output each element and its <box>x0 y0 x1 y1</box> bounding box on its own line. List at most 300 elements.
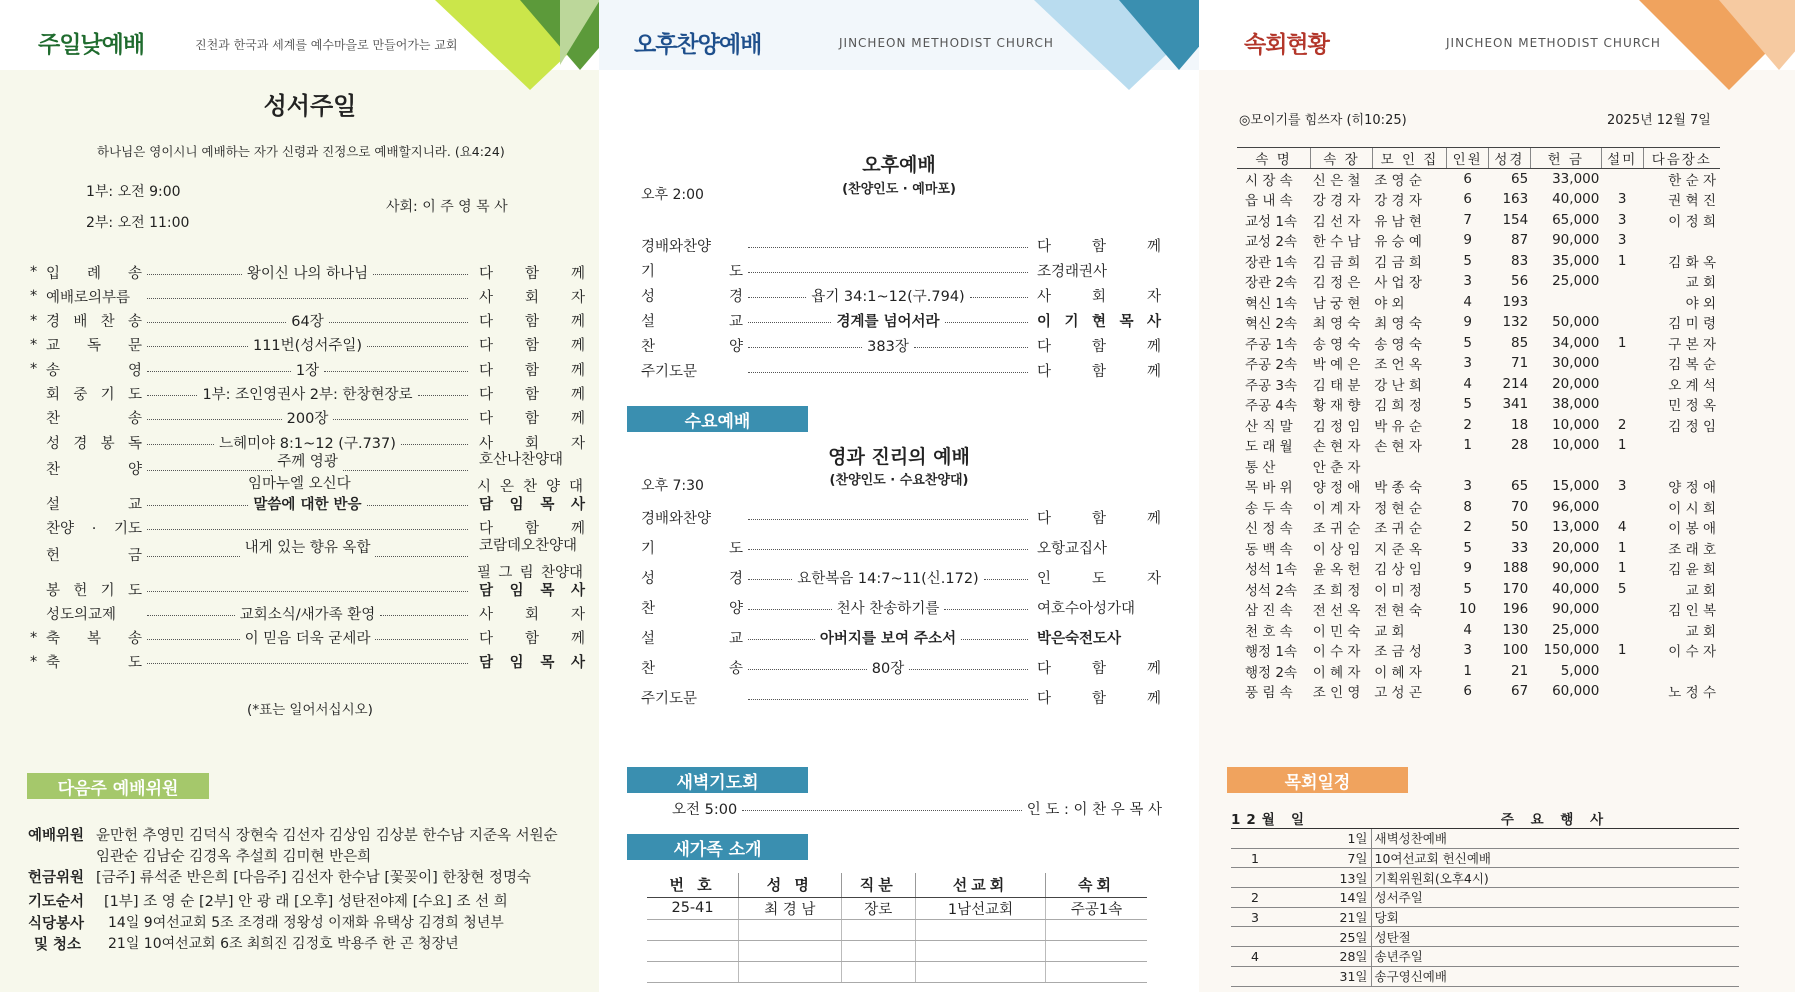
dawn-bar: 새벽기도회 <box>627 767 808 793</box>
cells-cell: 이 수 자 <box>1668 644 1716 661</box>
schedule-row <box>1231 888 1739 908</box>
schedule-row <box>1231 829 1739 849</box>
cells-cell: 28 <box>1511 437 1529 454</box>
cells-cell: 송 두 속 <box>1245 500 1293 517</box>
cells-cell: 조 금 성 <box>1374 644 1422 661</box>
cells-cell <box>1530 292 1601 313</box>
order-who: 여호수아성가대 <box>1037 600 1136 617</box>
cells-cell: 214 <box>1502 375 1529 392</box>
cells-cell: 1 <box>1617 539 1627 556</box>
leader-dots <box>147 556 240 557</box>
order-row <box>641 656 1161 678</box>
schedule-cell <box>1231 966 1291 986</box>
offering-line: [금주] 류석준 반은희 [다음주] 김선자 한수남 [꽃꽂이] 한창현 정명숙 <box>96 870 531 886</box>
leader-dots <box>748 699 1028 700</box>
cells-cell: 혁신 2속 <box>1245 316 1298 333</box>
order-content: 80장 <box>871 660 905 677</box>
cells-cell: 강 경 자 <box>1312 193 1361 210</box>
cells-cell: 20,000 <box>1552 539 1600 556</box>
wednesday-time: 오후 7:30 <box>641 478 704 494</box>
cells-cell: 2 <box>1617 416 1627 433</box>
order-content: 경계를 넘어서라 <box>836 313 940 330</box>
leader-dots <box>147 529 468 530</box>
order-who: 다 함 께 <box>479 411 585 428</box>
cells-cell: 1 <box>1617 437 1627 454</box>
decor-triangle <box>560 0 599 65</box>
leader-dots <box>147 639 240 640</box>
schedule-cell <box>1231 927 1291 947</box>
order-who: 다 함 께 <box>1037 238 1161 255</box>
schedule-cell: 3 <box>1231 907 1291 927</box>
order-item: 경 배 찬 송 <box>46 314 142 331</box>
table-row <box>1237 681 1720 702</box>
cells-cell: 3 <box>1463 273 1472 290</box>
order-item: 주기도문 <box>641 363 698 380</box>
cells-cell <box>1601 169 1643 190</box>
order-content: 이 믿음 더욱 굳세라 <box>244 631 371 648</box>
leader-dots <box>944 609 1028 610</box>
leader-dots <box>418 395 468 396</box>
schedule-cell: 1일 <box>1291 829 1371 849</box>
leader-dots <box>147 371 291 372</box>
cells-cell: 주공 2속 <box>1245 357 1298 374</box>
order-content-2: 임마누엘 오신다 <box>248 476 351 493</box>
cells-cell: 이 시 희 <box>1668 500 1716 517</box>
cells-cell: 70 <box>1511 498 1529 515</box>
order-item: 찬 송 <box>641 660 743 677</box>
cells-cell: 5 <box>1463 539 1472 556</box>
order-content: 1장 <box>295 362 320 379</box>
cells-cell: 교성 1속 <box>1245 213 1298 230</box>
cells-cell: 통 산 <box>1245 459 1276 476</box>
cells-cell: 1 <box>1617 560 1627 577</box>
church-name: JINCHEON METHODIST CHURCH <box>1446 36 1661 50</box>
leader-dots <box>748 372 1028 373</box>
schedule-cell: 새벽성찬예배 <box>1371 829 1739 849</box>
order-who: 사 회 자 <box>479 289 585 306</box>
family-row <box>647 897 1147 919</box>
cells-cell: 2 <box>1463 416 1472 433</box>
cells-cell: 전 선 옥 <box>1312 603 1361 620</box>
cells-cell: 이 혜 자 <box>1312 664 1361 681</box>
order-content: 내게 있는 향유 옥합 <box>244 539 371 556</box>
order-who: 다 함 께 <box>1037 363 1161 380</box>
family-col-header: 성 명 <box>739 873 841 897</box>
cells-cell: 민 정 옥 <box>1668 398 1716 415</box>
order-row <box>30 407 585 429</box>
cells-cell: 90,000 <box>1552 601 1600 618</box>
schedule-row <box>1231 966 1739 986</box>
order-item: 교 독 문 <box>46 338 142 355</box>
order-content: 요한복음 14:7~11(신.172) <box>797 570 979 587</box>
cells-cell: 20,000 <box>1552 375 1600 392</box>
cells-cell <box>1601 599 1643 620</box>
leader-dots <box>147 346 248 347</box>
cells-cell: 56 <box>1511 273 1529 290</box>
cells-cell: 3 <box>1617 232 1627 249</box>
family-cell <box>841 961 915 982</box>
cells-cell <box>1372 456 1447 477</box>
meal-label: 식당봉사 <box>28 916 85 932</box>
order-row <box>30 285 585 307</box>
cells-cell: 이 수 자 <box>1312 644 1361 661</box>
committee-label: 예배위원 <box>28 828 85 844</box>
order-row <box>30 310 585 332</box>
family-col-header: 선교회 <box>916 873 1046 897</box>
leader-dots <box>748 519 1028 520</box>
schedule-cell: 성서주일 <box>1371 888 1739 908</box>
order-row <box>30 334 585 356</box>
committee-line1: 윤만헌 추영민 김덕식 장현숙 김선자 김상임 김상분 한수남 지준옥 서원순 <box>96 828 558 844</box>
afternoon-service-subtitle: (찬양인도 · 예마포) <box>842 182 956 197</box>
leader-dots <box>147 663 468 664</box>
cells-cell: 90,000 <box>1552 232 1600 249</box>
order-row <box>641 686 1161 708</box>
cells-cell: 30,000 <box>1552 355 1600 372</box>
order-item: 축 도 <box>46 655 142 672</box>
leader-dots <box>147 444 214 445</box>
order-row <box>30 261 585 283</box>
cells-cell: 4 <box>1463 293 1472 310</box>
order-who: 다 함 께 <box>479 631 586 648</box>
cells-cell: 남 궁 현 <box>1312 295 1361 312</box>
order-who: 인 도 자 <box>1037 570 1161 587</box>
new-family-table <box>647 873 1147 983</box>
cells-cell: 박 유 순 <box>1374 418 1422 435</box>
standing-note: (*표는 일어서십시오) <box>247 702 373 718</box>
cells-cell: 1 <box>1463 662 1472 679</box>
cells-cell: 성석 2속 <box>1245 582 1298 599</box>
order-item: 경배와찬양 <box>641 510 712 527</box>
order-who: 다 함 께 <box>479 314 585 331</box>
cells-cell: 박 예 은 <box>1312 357 1361 374</box>
cells-cell: 5 <box>1463 334 1472 351</box>
order-who: 다 함 께 <box>1037 338 1161 355</box>
cells-cell <box>1601 374 1643 395</box>
schedule-cell: 10여선교회 헌신예배 <box>1371 848 1739 868</box>
cells-cell: 4 <box>1617 519 1627 536</box>
family-cell: 최 경 남 <box>739 897 841 919</box>
order-who: 다 함 께 <box>479 265 585 282</box>
order-who: 다 함 께 <box>1037 510 1161 527</box>
host: 사회: 이 주 영 목 사 <box>386 199 508 215</box>
cells-cell: 김 금 희 <box>1374 254 1422 271</box>
leader-dots <box>742 810 1022 811</box>
cells-cell <box>1601 271 1643 292</box>
cells-cell: 동 백 속 <box>1245 541 1293 558</box>
order-item: 찬 양 <box>46 461 142 478</box>
schedule-table <box>1231 808 1739 987</box>
cells-cell: 노 정 수 <box>1668 685 1716 702</box>
family-cell <box>739 961 841 982</box>
family-cell <box>647 961 739 982</box>
order-who: 이 기 현 목 사 <box>1037 313 1162 330</box>
leader-dots <box>147 322 286 323</box>
cells-cell: 65,000 <box>1552 211 1600 228</box>
leader-dots <box>343 470 468 471</box>
cells-cell: 170 <box>1502 580 1529 597</box>
order-row <box>641 309 1161 331</box>
cells-cell: 혁신 1속 <box>1245 295 1298 312</box>
order-who: 담 임 목 사 <box>479 655 585 672</box>
cells-cell: 교 회 <box>1685 582 1716 599</box>
cells-cell: 85 <box>1511 334 1529 351</box>
schedule-cell: 성탄절 <box>1371 927 1739 947</box>
cells-cell: 조 귀 순 <box>1312 521 1361 538</box>
table-row <box>1237 579 1720 600</box>
cells-cell <box>1601 292 1643 313</box>
star-mark: * <box>30 629 38 646</box>
order-who: 다 함 께 <box>479 521 585 538</box>
leader-dots <box>147 395 197 396</box>
order-row <box>30 578 585 600</box>
service-time-2: 2부: 오전 11:00 <box>86 215 190 231</box>
order-row <box>641 506 1161 528</box>
cells-cell <box>1643 661 1720 682</box>
schedule-cell: 25일 <box>1291 927 1371 947</box>
schedule-row <box>1231 868 1739 888</box>
leader-dots <box>367 505 468 506</box>
schedule-cell: 송구영신예배 <box>1371 966 1739 986</box>
order-row <box>641 626 1161 648</box>
meal-line2: 21일 10여선교회 6조 최희진 김정호 박용주 한 곤 청장년 <box>108 936 459 952</box>
schedule-row <box>1231 848 1739 868</box>
cells-cell: 65 <box>1511 478 1529 495</box>
schedule-cell: 31일 <box>1291 966 1371 986</box>
cells-cell: 10,000 <box>1552 416 1600 433</box>
table-row <box>1237 394 1720 415</box>
leader-dots <box>147 470 272 471</box>
family-cell <box>916 940 1046 961</box>
schedule-cell: 28일 <box>1291 947 1371 967</box>
leader-dots <box>367 346 468 347</box>
cells-cell: 김 희 정 <box>1374 398 1422 415</box>
church-motto: 진천과 한국과 세계를 예수마을로 만들어가는 교회 <box>195 38 458 52</box>
table-row <box>1237 517 1720 538</box>
order-content: 111번(성서주일) <box>252 338 363 355</box>
schedule-cell: 14일 <box>1291 888 1371 908</box>
cells-panel <box>1199 0 1795 992</box>
dawn-leader: 인 도 : 이 찬 우 목 사 <box>1026 801 1162 818</box>
table-row <box>1237 271 1720 292</box>
cells-cell: 이 정 희 <box>1668 213 1716 230</box>
cells-cell: 9 <box>1463 314 1472 331</box>
cells-cell: 이 민 숙 <box>1312 623 1361 640</box>
table-row <box>1237 599 1720 620</box>
cells-cell <box>1601 394 1643 415</box>
star-mark: * <box>30 336 38 353</box>
cells-cell: 9 <box>1463 560 1472 577</box>
order-content: 383장 <box>867 338 909 355</box>
family-cell <box>739 940 841 961</box>
order-item: 축 복 송 <box>46 631 142 648</box>
cells-cell: 이 봉 애 <box>1668 521 1716 538</box>
cells-cell: 행정 1속 <box>1245 644 1298 661</box>
cells-cell: 김 인 복 <box>1668 603 1716 620</box>
order-item: 기 도 <box>641 263 743 280</box>
schedule-col-header: 주 요 행 사 <box>1371 808 1739 829</box>
cells-cell: 박 종 숙 <box>1374 480 1422 497</box>
order-row <box>641 259 1161 281</box>
table-row <box>1237 230 1720 251</box>
order-row <box>641 536 1161 558</box>
cells-cell: 1 <box>1617 642 1627 659</box>
cells-cell: 4 <box>1463 375 1472 392</box>
wednesday-subtitle: (찬양인도 · 수요찬양대) <box>829 473 969 488</box>
leader-dots <box>147 419 282 420</box>
cells-cell: 조 인 영 <box>1312 685 1361 702</box>
meal-line1: 14일 9여선교회 5조 조경래 정왕성 이재화 유택상 김경희 청년부 <box>108 915 504 931</box>
cells-cell: 이 계 자 <box>1312 500 1361 517</box>
schedule-cell: 13일 <box>1291 868 1371 888</box>
cells-col-header: 성경 <box>1489 148 1531 169</box>
cells-cell: 15,000 <box>1552 478 1600 495</box>
order-content: 말씀에 대한 반응 <box>253 496 362 513</box>
cells-cell: 9 <box>1463 232 1472 249</box>
cells-cell: 유 남 현 <box>1374 213 1422 230</box>
leader-dots <box>748 579 792 580</box>
leader-dots <box>748 247 1028 248</box>
order-who: 사 회 자 <box>479 435 586 452</box>
family-cell <box>647 940 739 961</box>
table-row <box>1237 620 1720 641</box>
order-item: 성 경 <box>641 570 743 587</box>
cells-cell: 90,000 <box>1552 560 1600 577</box>
cells-cell: 150,000 <box>1543 642 1600 659</box>
cells-cell: 손 현 자 <box>1374 439 1422 456</box>
afternoon-title: 오후찬양예배 <box>634 32 762 58</box>
order-item: 찬 양 <box>641 600 743 617</box>
afternoon-service-title: 오후예배 <box>862 154 936 176</box>
cells-cell: 25,000 <box>1552 273 1600 290</box>
cells-cell: 김 화 옥 <box>1668 254 1716 271</box>
cells-cell: 지 준 옥 <box>1374 541 1422 558</box>
cells-cell <box>1601 681 1643 702</box>
schedule-row <box>1231 927 1739 947</box>
cells-col-header: 속 장 <box>1311 148 1372 169</box>
order-row <box>641 334 1161 356</box>
family-cell <box>1045 940 1147 961</box>
table-row <box>1237 497 1720 518</box>
order-who: 다 함 께 <box>479 362 586 379</box>
church-name: JINCHEON METHODIST CHURCH <box>839 36 1054 50</box>
cells-cell: 38,000 <box>1552 396 1600 413</box>
cells-cell: 65 <box>1511 171 1529 187</box>
cells-cell: 4 <box>1463 621 1472 638</box>
new-family-bar: 새가족 소개 <box>627 834 808 860</box>
cells-col-header: 설미 <box>1601 148 1643 169</box>
order-item: 기 도 <box>641 540 743 557</box>
cells-cell: 야 외 <box>1374 295 1405 312</box>
cells-table <box>1237 147 1720 702</box>
family-cell <box>647 919 739 940</box>
order-content: 천사 찬송하기를 <box>836 600 940 617</box>
cells-col-header: 속 명 <box>1237 148 1311 169</box>
leader-dots <box>147 274 242 275</box>
leader-dots <box>147 298 468 299</box>
wednesday-title: 영과 진리의 예배 <box>828 446 970 468</box>
order-item: 찬 송 <box>46 411 142 428</box>
order-who: 박은숙전도사 <box>1037 630 1122 647</box>
table-row <box>1237 251 1720 272</box>
dawn-row <box>672 797 1162 819</box>
cells-cell: 주공 4속 <box>1245 398 1298 415</box>
order-who: 사 회 자 <box>1037 288 1162 305</box>
cells-cell <box>1601 620 1643 641</box>
cells-cell: 132 <box>1502 314 1529 331</box>
prayer-line: [1부] 조 영 순 [2부] 안 광 래 [오후] 성탄전야제 [수요] 조 선 희 <box>104 894 508 910</box>
leader-dots <box>914 347 1028 348</box>
order-row <box>641 596 1161 618</box>
cells-cell: 손 현 자 <box>1312 439 1361 456</box>
order-content: 주께 영광 <box>277 453 338 470</box>
cells-cell: 정 현 순 <box>1374 500 1422 517</box>
order-who: 다 함 께 <box>1037 690 1161 707</box>
cells-cell: 고 성 곤 <box>1374 685 1422 702</box>
cells-cell: 13,000 <box>1552 519 1600 536</box>
cells-cell: 71 <box>1511 355 1529 372</box>
family-cell: 장로 <box>841 897 915 919</box>
order-who: 다 함 께 <box>479 387 586 403</box>
order-row <box>30 383 585 405</box>
schedule-row <box>1231 907 1739 927</box>
cells-cell <box>1643 456 1720 477</box>
order-row <box>641 566 1161 588</box>
schedule-row <box>1231 947 1739 967</box>
leader-dots <box>748 609 832 610</box>
cells-cell: 33 <box>1511 539 1529 556</box>
cells-cell: 유 승 예 <box>1374 234 1422 251</box>
leader-dots <box>748 669 867 670</box>
cells-cell: 교 회 <box>1374 623 1405 640</box>
order-who: 코람데오찬양대 <box>479 537 578 554</box>
order-item: 찬 양 <box>641 338 743 355</box>
order-item: 헌 금 <box>46 547 142 564</box>
table-row <box>1237 210 1720 231</box>
cells-cell <box>1601 456 1643 477</box>
order-item: 설 교 <box>641 630 743 647</box>
order-item: 찬양 · 기도 <box>46 521 142 538</box>
order-item: 설 교 <box>46 496 142 513</box>
cells-cell: 권 혁 진 <box>1668 193 1716 210</box>
star-mark: * <box>30 312 38 329</box>
cells-cell: 10,000 <box>1552 437 1600 454</box>
cells-cell: 2 <box>1463 519 1472 536</box>
table-row <box>1237 538 1720 559</box>
leader-dots <box>748 297 806 298</box>
family-cell: 25-41 <box>647 897 739 919</box>
cells-cell: 시 장 속 <box>1245 173 1293 189</box>
cells-cell: 40,000 <box>1552 580 1600 597</box>
star-mark: * <box>30 288 38 305</box>
cells-cell: 5 <box>1463 396 1472 413</box>
cells-cell: 25,000 <box>1552 621 1600 638</box>
table-row <box>1237 333 1720 354</box>
cleaning-label: 및 청소 <box>34 937 82 953</box>
cells-cell <box>1601 312 1643 333</box>
cells-cell: 40,000 <box>1552 191 1600 208</box>
cells-cell: 196 <box>1502 601 1529 618</box>
sunday-title: 주일낮예배 <box>38 32 145 58</box>
cells-cell: 삼 진 속 <box>1245 603 1293 620</box>
cells-cell <box>1447 456 1489 477</box>
cells-cell: 193 <box>1502 293 1529 310</box>
cells-cell: 7 <box>1463 211 1472 228</box>
cells-cell: 6 <box>1463 171 1472 187</box>
sunday-theme: 성서주일 <box>263 91 357 120</box>
leader-dots <box>748 347 862 348</box>
cells-cell: 3 <box>1463 478 1472 495</box>
